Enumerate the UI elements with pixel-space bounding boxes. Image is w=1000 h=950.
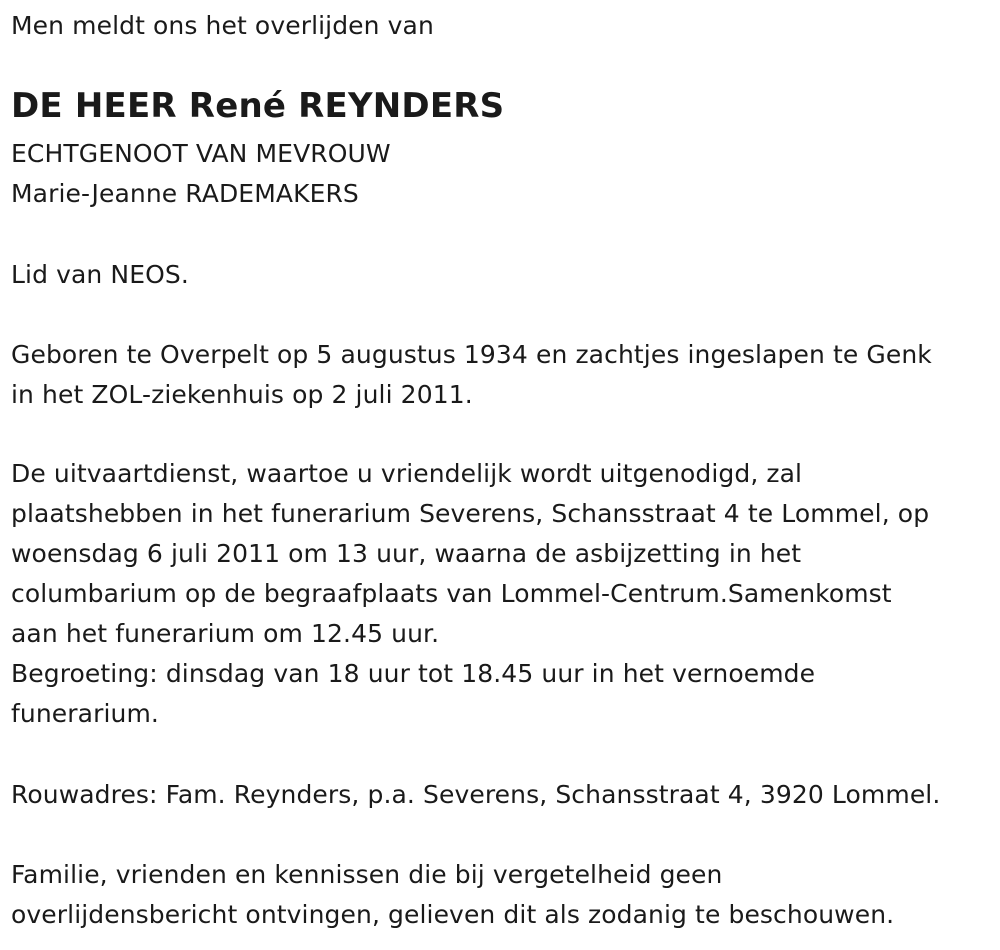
spouse-title: ECHTGENOOT VAN MEVROUW [11, 139, 391, 168]
family-note-line-1: Familie, vrienden en kennissen die bij vergetelheid geen [11, 860, 723, 889]
funeral-service-block [11, 454, 929, 734]
membership-block [11, 255, 189, 295]
spouse-block [11, 134, 391, 214]
mourning-address: Rouwadres: Fam. Reynders, p.a. Severens, Schansstraat 4, 3920 Lommel. [11, 780, 941, 809]
service-line-3: woensdag 6 juli 2011 om 13 uur, waarna de asbijzetting in het [11, 539, 802, 568]
visitation-line-1: Begroeting: dinsdag van 18 uur tot 18.45 uur in het vernoemde [11, 659, 816, 688]
service-line-5: aan het funerarium om 12.45 uur. [11, 619, 440, 648]
deceased-name: DE HEER René REYNDERS [11, 86, 505, 126]
visitation-line-2: funerarium. [11, 699, 159, 728]
family-note-line-2: overlijdensbericht ontvingen, gelieven dit als zodanig te beschouwen. [11, 900, 895, 929]
family-note-block [11, 855, 894, 935]
birth-line-1: Geboren te Overpelt op 5 augustus 1934 en zachtjes ingeslapen te Genk [11, 340, 932, 369]
mourning-address-block [11, 775, 940, 815]
membership-text: Lid van NEOS. [11, 260, 189, 289]
service-line-1: De uitvaartdienst, waartoe u vriendelijk wordt uitgenodigd, zal [11, 459, 803, 488]
birth-death-block [11, 335, 932, 415]
spouse-name: Marie-Jeanne RADEMAKERS [11, 179, 359, 208]
intro-text: Men meldt ons het overlijden van [11, 11, 434, 40]
service-line-2: plaatshebben in het funerarium Severens, Schansstraat 4 te Lommel, op [11, 499, 930, 528]
service-line-4: columbarium op de begraafplaats van Lommel-Centrum.Samenkomst [11, 579, 892, 608]
birth-line-2: in het ZOL-ziekenhuis op 2 juli 2011. [11, 380, 473, 409]
